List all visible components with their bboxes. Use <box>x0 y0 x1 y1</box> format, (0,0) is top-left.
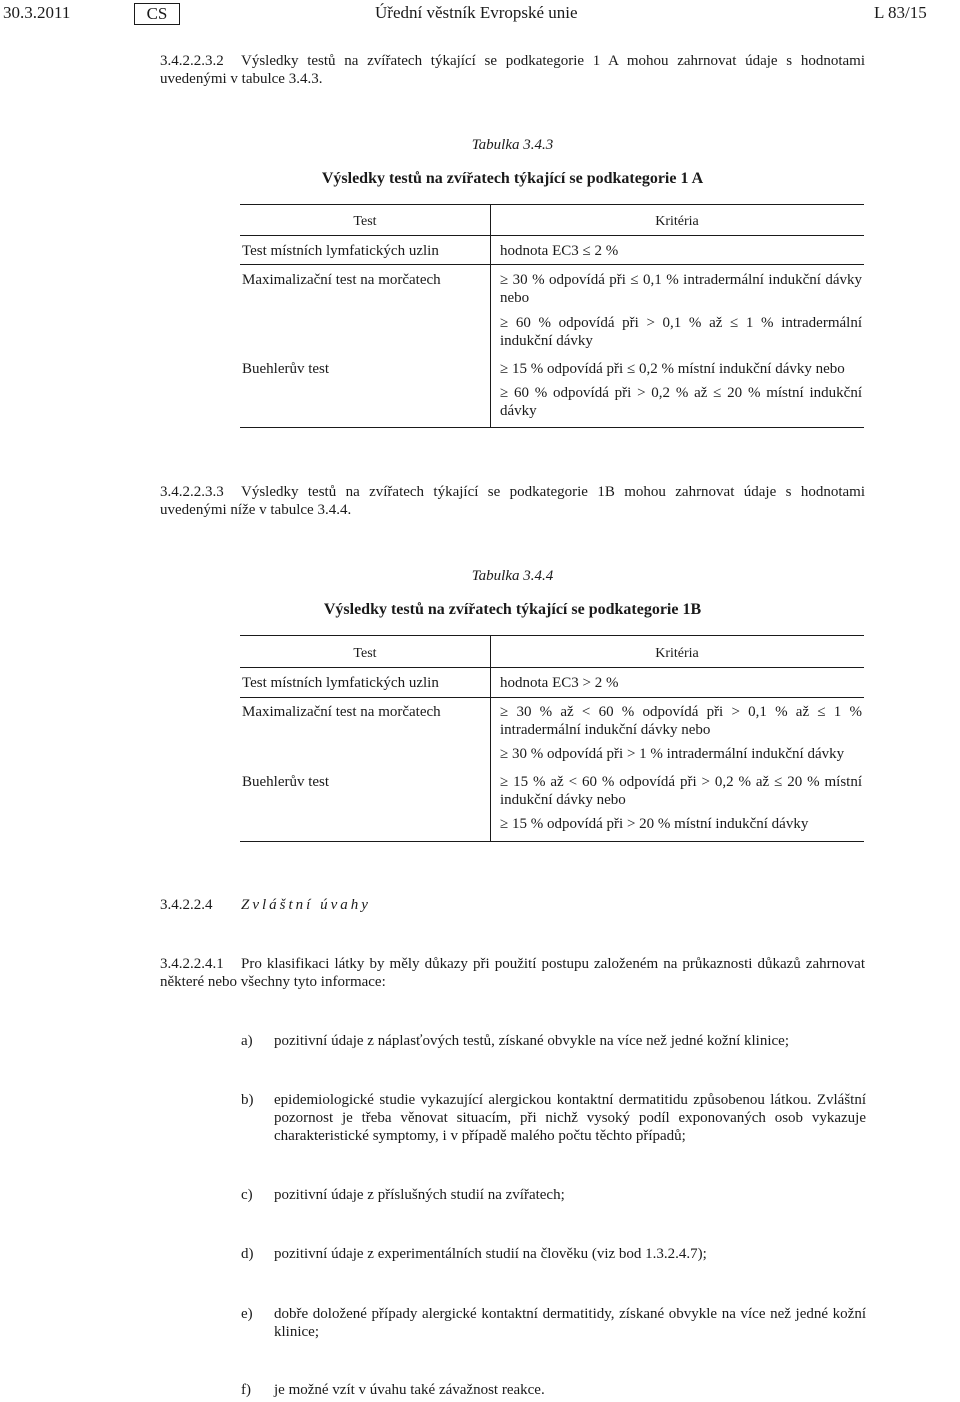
table-title: Výsledky testů na zvířatech týkající se podkategorie 1 A <box>321 170 704 187</box>
table-rule <box>240 635 864 636</box>
list-item-text: epidemiologické studie vykazující alergickou kontaktní dermatitidu způsobenou látkou. Zvláštní pozornost je třeba věnovat situacím, při nichž vysoký podíl exponovaných osob vykazuje charakteristické symptomy, i v případě malého počtu těchto případů; <box>274 1092 866 1144</box>
table-cell-criteria: hodnota EC3 > 2 % <box>500 675 619 691</box>
table-cell-criteria: ≥ 60 % odpovídá při > 0,1 % až ≤ 1 % intradermální indukční dávky <box>500 315 862 349</box>
journal-title: Úřední věstník Evropské unie <box>375 3 578 22</box>
table-cell-criteria: ≥ 60 % odpovídá při > 0,2 % až ≤ 20 % místní indukční dávky <box>500 385 862 419</box>
paragraph-3-4-2-2-3-2 <box>160 52 865 88</box>
column-header-criteria: Kritéria <box>655 214 699 229</box>
table-cell-criteria: ≥ 30 % odpovídá při > 1 % intradermální indukční dávky <box>500 746 845 762</box>
table-cell-test: Maximalizační test na morčatech <box>242 704 441 720</box>
list-item-text: pozitivní údaje z příslušných studií na zvířatech; <box>274 1187 565 1203</box>
list-item-text: pozitivní údaje z experimentálních studií na člověku (viz bod 1.3.2.4.7); <box>274 1246 707 1262</box>
table-rule <box>240 204 864 205</box>
table-cell-criteria: ≥ 30 % až < 60 % odpovídá při > 0,1 % až ≤ 1 % intradermální indukční dávky nebo <box>500 704 862 738</box>
paragraph-text: Pro klasifikaci látky by měly důkazy při použití postupu založeném na průkaznosti důkazů zahrnovat některé nebo všechny tyto informace: <box>160 956 865 990</box>
table-cell-test: Buehlerův test <box>242 361 330 377</box>
column-header-test: Test <box>353 214 377 229</box>
list-item-label: f) <box>241 1382 251 1398</box>
paragraph-number: 3.4.2.2.3.3 <box>160 484 224 500</box>
list-item-text: dobře doložené případy alergické kontaktní dermatitidy, získané obvykle na více než jedné kožní klinice; <box>274 1306 866 1340</box>
list-item-text: pozitivní údaje z náplasťových testů, získané obvykle na více než jedné kožní klinice; <box>274 1033 789 1049</box>
table-column-divider <box>490 635 491 841</box>
list-item-label: b) <box>241 1092 254 1108</box>
table-cell-criteria: ≥ 15 % až < 60 % odpovídá při > 0,2 % až ≤ 20 % místní indukční dávky nebo <box>500 774 862 808</box>
table-column-divider <box>490 204 491 427</box>
list-item-label: d) <box>241 1246 254 1262</box>
table-rule <box>240 667 864 668</box>
table-cell-criteria: ≥ 15 % odpovídá při > 20 % místní indukční dávky <box>500 816 809 832</box>
list-item-label: c) <box>241 1187 253 1203</box>
language-badge: CS <box>134 3 180 25</box>
table-label: Tabulka 3.4.4 <box>471 568 554 584</box>
table-cell-test: Test místních lymfatických uzlin <box>242 675 439 691</box>
table-cell-test: Buehlerův test <box>242 774 330 790</box>
table-title: Výsledky testů na zvířatech týkající se podkategorie 1B <box>323 601 702 618</box>
page-header <box>0 4 960 26</box>
list-item-label: e) <box>241 1306 253 1322</box>
paragraph-number: 3.4.2.2.4.1 <box>160 956 224 972</box>
page-reference: L 83/15 <box>874 3 927 22</box>
table-rule <box>240 427 864 428</box>
section-title: Zvláštní úvahy <box>241 897 371 913</box>
paragraph-3-4-2-2-4-1 <box>160 955 865 991</box>
table-cell-criteria: ≥ 15 % odpovídá při ≤ 0,2 % místní indukční dávky nebo <box>500 361 845 377</box>
table-rule <box>240 841 864 842</box>
column-header-test: Test <box>353 646 377 661</box>
paragraph-number: 3.4.2.2.3.2 <box>160 53 224 69</box>
list-item-text: je možné vzít v úvahu také závažnost reakce. <box>274 1382 545 1398</box>
table-cell-test: Test místních lymfatických uzlin <box>242 243 439 259</box>
paragraph-text: Výsledky testů na zvířatech týkající se podkategorie 1B mohou zahrnovat údaje s hodnotami uvedenými níže v tabulce 3.4.4. <box>160 484 865 518</box>
section-number: 3.4.2.2.4 <box>160 897 213 913</box>
table-cell-criteria: ≥ 30 % odpovídá při ≤ 0,1 % intradermální indukční dávky nebo <box>500 272 862 306</box>
table-rule <box>240 697 864 698</box>
table-rule <box>240 264 864 265</box>
list-item-label: a) <box>241 1033 253 1049</box>
table-cell-test: Maximalizační test na morčatech <box>242 272 441 288</box>
paragraph-3-4-2-2-3-3 <box>160 483 865 519</box>
header-date: 30.3.2011 <box>3 3 71 22</box>
table-cell-criteria: hodnota EC3 ≤ 2 % <box>500 243 619 259</box>
paragraph-text: Výsledky testů na zvířatech týkající se podkategorie 1 A mohou zahrnovat údaje s hodnotami uvedenými v tabulce 3.4.3. <box>160 53 865 87</box>
column-header-criteria: Kritéria <box>655 646 699 661</box>
table-rule <box>240 235 864 236</box>
table-label: Tabulka 3.4.3 <box>471 137 554 153</box>
